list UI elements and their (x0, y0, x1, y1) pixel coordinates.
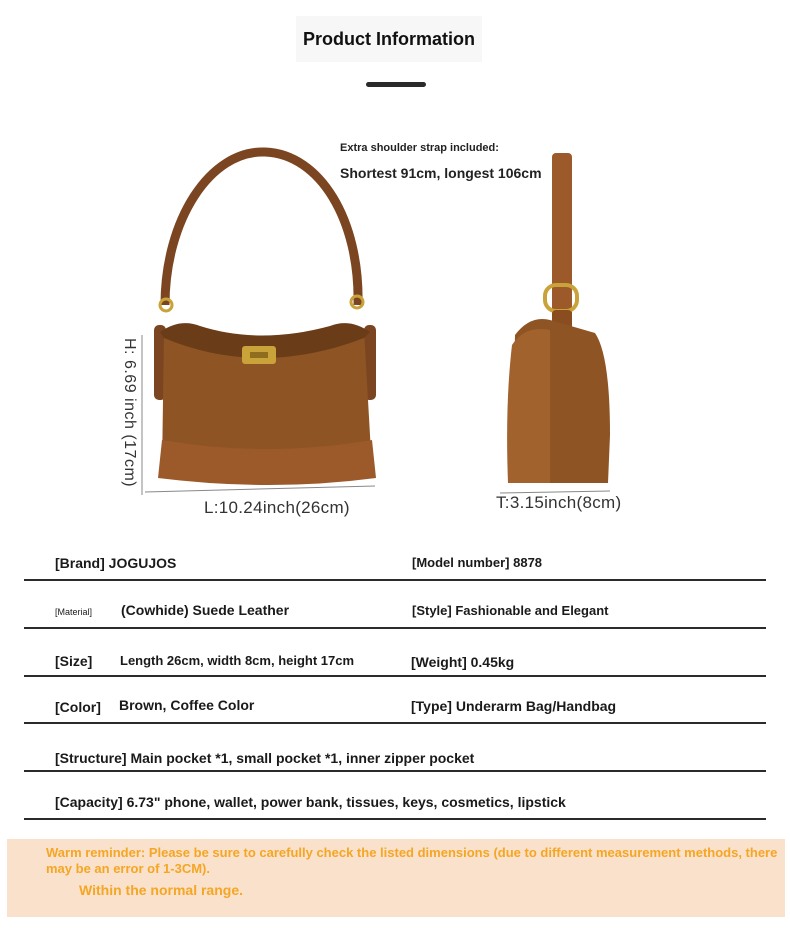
spec-weight: [Weight] 0.45kg (411, 654, 515, 670)
spec-divider (24, 770, 766, 772)
spec-color-label: [Color] (55, 699, 101, 715)
spec-material-value: (Cowhide) Suede Leather (121, 602, 290, 618)
strap-note-length: Shortest 91cm, longest 106cm (340, 165, 542, 181)
thickness-dimension-label: T:3.15inch(8cm) (496, 493, 622, 512)
spec-divider (24, 627, 766, 629)
spec-color-value: Brown, Coffee Color (119, 697, 255, 713)
spec-divider (24, 818, 766, 820)
strap-note-heading: Extra shoulder strap included: (340, 142, 499, 154)
spec-style: [Style] Fashionable and Elegant (412, 603, 609, 618)
length-dimension-label: L:10.24inch(26cm) (204, 498, 350, 517)
warm-reminder-box (7, 839, 785, 917)
spec-model: [Model number] 8878 (412, 555, 543, 570)
spec-material-label: [Material] (55, 607, 93, 617)
spec-divider (24, 579, 766, 581)
spec-divider (24, 722, 766, 724)
bag-side-image (490, 145, 650, 530)
bag-front-image (120, 140, 390, 530)
spec-brand: [Brand] JOGUJOS (55, 555, 177, 571)
title-divider (366, 82, 426, 87)
spec-capacity: [Capacity] 6.73" phone, wallet, power bank, tissues, keys, cosmetics, lipstick (55, 794, 566, 810)
spec-size-label: [Size] (55, 653, 93, 669)
spec-size-value: Length 26cm, width 8cm, height 17cm (120, 653, 355, 668)
warm-reminder-text: Warm reminder: Please be sure to carefully check the listed dimensions (due to different measurement methods, there may be an error of 1-3CM). (46, 845, 778, 876)
spec-type: [Type] Underarm Bag/Handbag (411, 698, 617, 714)
spec-structure: [Structure] Main pocket *1, small pocket *1, inner zipper pocket (55, 750, 475, 766)
page-title: Product Information (296, 16, 482, 62)
height-dimension-label: H: 6.69 inch (17cm) (121, 338, 138, 488)
warm-reminder-subtext: Within the normal range. (79, 882, 243, 898)
spec-divider (24, 675, 766, 677)
